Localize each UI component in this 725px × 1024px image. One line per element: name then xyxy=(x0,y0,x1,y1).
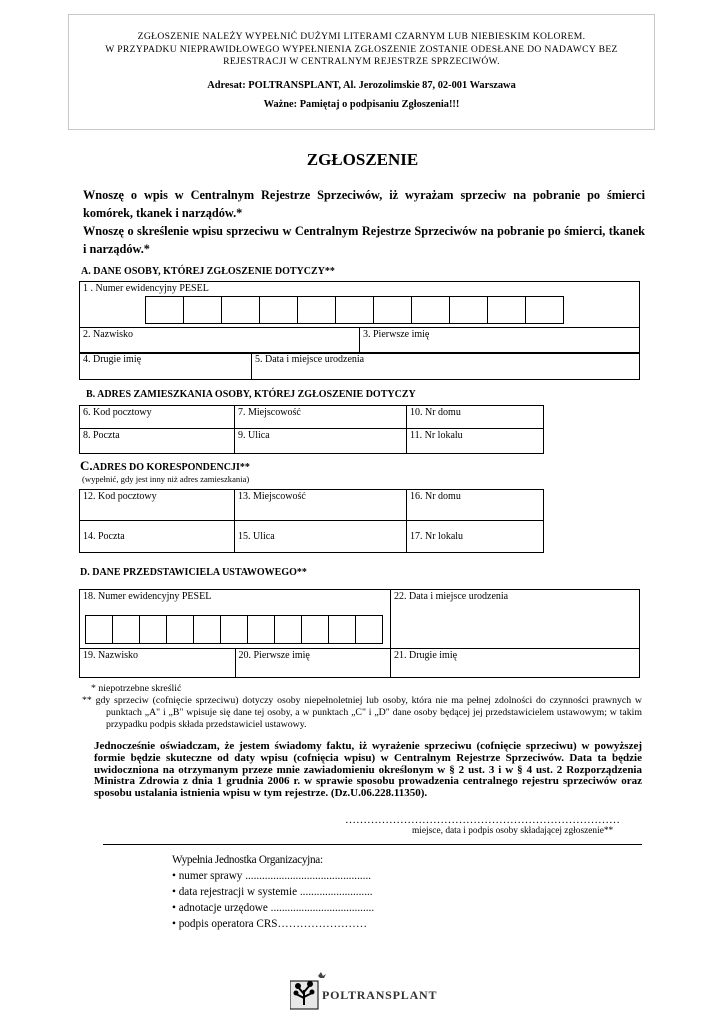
rep-pesel-boxes xyxy=(86,615,383,644)
pesel-digit-box[interactable] xyxy=(487,296,526,324)
rep-pesel-digit-box[interactable] xyxy=(193,615,221,644)
pesel-digit-box[interactable] xyxy=(373,296,412,324)
first-name-field[interactable] xyxy=(360,328,640,354)
section-c-subtitle: (wypełnić, gdy jest inny niż adres zamieszkania) xyxy=(82,474,250,484)
pesel-digit-box[interactable] xyxy=(525,296,564,324)
corr-post-office-field[interactable] xyxy=(80,521,235,553)
pesel-digit-box[interactable] xyxy=(259,296,298,324)
rep-pesel-digit-box[interactable] xyxy=(166,615,194,644)
town-field[interactable] xyxy=(235,406,407,429)
birth-date-place-field[interactable] xyxy=(252,353,640,380)
section-a-heading: A. DANE OSOBY, KTÓREJ ZGŁOSZENIE DOTYCZY** xyxy=(81,266,335,277)
street-label: 9. Ulica xyxy=(238,430,270,441)
pesel-boxes xyxy=(146,296,564,324)
poltransplant-logo xyxy=(290,972,450,1010)
rep-second-name-field[interactable] xyxy=(391,649,640,678)
header-instruction-2: W PRZYPADKU NIEPRAWIDŁOWEGO WYPEŁNIENIA ZGŁOSZENIE ZOSTANIE ODESŁANE DO NADAWCY BEZ xyxy=(105,44,618,55)
birth-date-place-label: 5. Data i miejsce urodzenia xyxy=(255,354,365,365)
apartment-number-label: 11. Nr lokalu xyxy=(410,430,463,441)
section-c-title: ADRES DO KORESPONDENCJI** xyxy=(92,462,250,473)
post-office-label: 8. Poczta xyxy=(83,430,120,441)
rep-surname-field[interactable] xyxy=(80,649,236,678)
corr-house-number-field[interactable] xyxy=(407,490,544,521)
corr-postal-code-label: 12. Kod pocztowy xyxy=(83,491,157,502)
surname-field[interactable] xyxy=(80,328,360,354)
signature-reminder: Ważne: Pamiętaj o podpisaniu Zgłoszenia!!! xyxy=(263,99,460,110)
pesel-digit-box[interactable] xyxy=(145,296,184,324)
pesel-label: 1 . Numer ewidencyjny PESEL xyxy=(83,283,209,294)
declaration-text: Jednocześnie oświadczam, że jestem świadomy faktu, iż wyrażenie sprzeciwu (cofnięcie sprzeciwu) w powyższej formie będzie skuteczne od daty wpisu (cofnięcia wpisu) w Centralnym Rejestrze Sprzeciwów. Data ta będzie uwidoczniona na otrzymanym przeze mnie zawiadomieniu określonym w § 2 ust. 3 i w § 4 ust. 2 Rozporządzenia Ministra Zdrowia z dnia 1 grudnia 2006 r. w sprawie sposobu prowadzenia centralnego rejestru sprzeciwów oraz sposobu ustalania istnienia wpisu w tym rejestrze. (Dz.U.06.228.11350). xyxy=(94,740,642,800)
section-c-letter: C. xyxy=(80,458,93,473)
rep-pesel-digit-box[interactable] xyxy=(355,615,383,644)
street-field[interactable] xyxy=(235,429,407,454)
rep-pesel-label: 18. Numer ewidencyjny PESEL xyxy=(83,591,212,602)
second-name-field[interactable] xyxy=(80,353,252,380)
rep-birth-date-place-label: 22. Data i miejsce urodzenia xyxy=(394,591,509,602)
section-c-table xyxy=(79,489,544,553)
office-annotations: • adnotacje urzędowe ..................................... xyxy=(172,902,375,914)
rep-pesel-digit-box[interactable] xyxy=(247,615,275,644)
pesel-digit-box[interactable] xyxy=(221,296,260,324)
rep-pesel-digit-box[interactable] xyxy=(220,615,248,644)
office-title: Wypełnia Jednostka Organizacyjna: xyxy=(172,854,323,866)
corr-post-office-label: 14. Poczta xyxy=(83,531,125,542)
divider xyxy=(103,844,642,845)
section-a-table-row3 xyxy=(79,352,640,380)
corr-apartment-number-label: 17. Nr lokalu xyxy=(410,531,464,542)
rep-pesel-digit-box[interactable] xyxy=(274,615,302,644)
pesel-digit-box[interactable] xyxy=(449,296,488,324)
corr-street-label: 15. Ulica xyxy=(238,531,275,542)
surname-label: 2. Nazwisko xyxy=(83,329,133,340)
first-name-label: 3. Pierwsze imię xyxy=(363,329,430,340)
office-registration-date: • data rejestracji w systemie .......................... xyxy=(172,886,373,898)
corr-street-field[interactable] xyxy=(235,521,407,553)
section-c-heading xyxy=(80,458,250,474)
corr-postal-code-field[interactable] xyxy=(80,490,235,521)
footnote-strike: * niepotrzebne skreślić xyxy=(91,683,182,694)
pesel-digit-box[interactable] xyxy=(183,296,222,324)
rep-pesel-digit-box[interactable] xyxy=(301,615,329,644)
header-box xyxy=(68,14,655,130)
corr-town-label: 13. Miejscowość xyxy=(238,491,306,502)
pesel-digit-box[interactable] xyxy=(411,296,450,324)
rep-pesel-digit-box[interactable] xyxy=(112,615,140,644)
header-instruction-3: REJESTRACJI W CENTRALNYM REJESTRZE SPRZECIWÓW. xyxy=(223,56,500,67)
postal-code-field[interactable] xyxy=(80,406,235,429)
office-operator-signature: • podpis operatora CRS…………………… xyxy=(172,918,368,930)
post-office-field[interactable] xyxy=(80,429,235,454)
footnote-representative: ** gdy sprzeciw (cofnięcie sprzeciwu) dotyczy osoby niepełnoletniej lub osoby, która nie ma pełnej zdolności do czynności prawnych w punktach „A" i „B" wpisuje się dane tej osoby, a w punktach „C" i „D" dane osoby będącej jej przedstawicielem ustawowym; w takim przypadku podpis składa przedstawiciel ustawowy. xyxy=(82,695,642,730)
header-instruction-1: ZGŁOSZENIE NALEŻY WYPEŁNIĆ DUŻYMI LITERAMI CZARNYM LUB NIEBIESKIM KOLOREM. xyxy=(137,31,586,42)
rep-pesel-digit-box[interactable] xyxy=(328,615,356,644)
pesel-digit-box[interactable] xyxy=(335,296,374,324)
request-registration: Wnoszę o wpis w Centralnym Rejestrze Sprzeciwów, iż wyrażam sprzeciw na pobranie po śmierci komórek, tkanek i narządów.* xyxy=(83,188,645,220)
rep-second-name-label: 21. Drugie imię xyxy=(394,650,458,661)
signature-label: miejsce, data i podpis osoby składającej zgłoszenie** xyxy=(412,826,614,836)
apartment-number-field[interactable] xyxy=(407,429,544,454)
form-title: ZGŁOSZENIE xyxy=(306,150,419,169)
rep-pesel-digit-box[interactable] xyxy=(85,615,113,644)
addressee: Adresat: POLTRANSPLANT, Al. Jerozolimskie 87, 02-001 Warszawa xyxy=(207,80,516,91)
town-label: 7. Miejscowość xyxy=(238,407,301,418)
rep-first-name-label: 20. Pierwsze imię xyxy=(238,650,310,661)
pesel-digit-box[interactable] xyxy=(297,296,336,324)
rep-first-name-field[interactable] xyxy=(235,649,391,678)
corr-apartment-number-field[interactable] xyxy=(407,521,544,553)
signature-line[interactable]: ………………………………………………………………… xyxy=(345,814,620,826)
postal-code-label: 6. Kod pocztowy xyxy=(83,407,152,418)
office-case-number: • numer sprawy ............................................. xyxy=(172,870,372,882)
rep-birth-date-place-field[interactable] xyxy=(391,590,640,649)
corr-town-field[interactable] xyxy=(235,490,407,521)
corr-house-number-label: 16. Nr domu xyxy=(410,491,461,502)
rep-surname-label: 19. Nazwisko xyxy=(83,650,138,661)
house-number-field[interactable] xyxy=(407,406,544,429)
rep-pesel-digit-box[interactable] xyxy=(139,615,167,644)
second-name-label: 4. Drugie imię xyxy=(83,354,142,365)
section-b-heading: B. ADRES ZAMIESZKANIA OSOBY, KTÓREJ ZGŁOSZENIE DOTYCZY xyxy=(86,389,416,400)
section-b-table xyxy=(79,405,544,454)
house-number-label: 10. Nr domu xyxy=(410,407,461,418)
section-d-heading: D. DANE PRZEDSTAWICIELA USTAWOWEGO** xyxy=(80,567,307,578)
logo-text: POLTRANSPLANT xyxy=(322,988,438,1002)
request-removal: Wnoszę o skreślenie wpisu sprzeciwu w Centralnym Rejestrze Sprzeciwów na pobranie po śmierci, tkanek i narządów.* xyxy=(83,224,645,256)
